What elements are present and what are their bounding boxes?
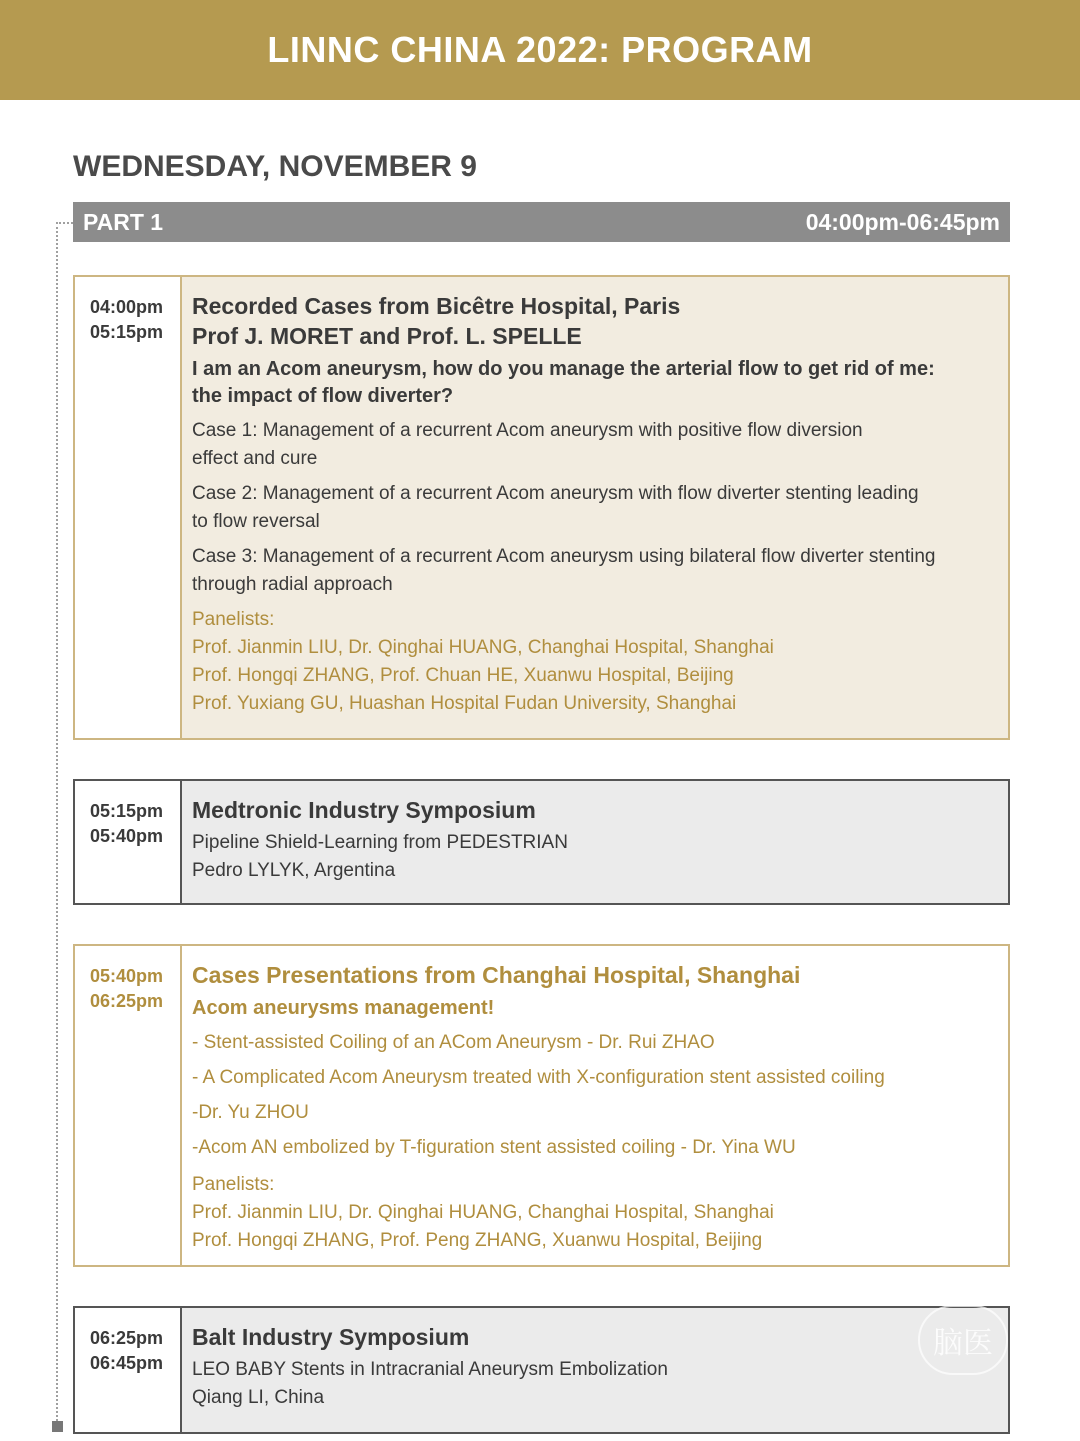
watermark-text: 脑医 [933,1327,993,1360]
session-title: Cases Presentations from Changhai Hospital, Shanghai [192,962,801,988]
session-content [182,946,1008,1265]
panelists-label: Panelists: [192,1174,275,1195]
session-subtitle: Acom aneurysms management! [192,997,495,1019]
timeline-end-marker [52,1421,63,1432]
session-start: 05:40pm [90,966,164,986]
session-time [75,781,182,903]
panelist-line: Prof. Yuxiang GU, Huashan Hospital Fudan University, Shanghai [192,693,737,714]
session-start: 06:25pm [90,1328,164,1348]
session-start: 04:00pm [90,297,164,317]
presentation-item: - A Complicated Acom Aneurysm treated with X-configuration stent assisted coiling [192,1067,885,1088]
session-balt-symposium [73,1306,1010,1434]
part-label: PART 1 [83,208,164,235]
day-title: WEDNESDAY, NOVEMBER 9 [73,150,477,183]
case-item: Case 1: Management of a recurrent Acom aneurysm with positive flow diversion effect and cure [192,420,863,469]
presentation-item: - Stent-assisted Coiling of an ACom Aneurysm - Dr. Rui ZHAO [192,1032,715,1053]
session-end: 05:40pm [90,826,164,846]
page-header [0,0,1080,100]
session-start: 05:15pm [90,801,164,821]
panelist-line: Prof. Jianmin LIU, Dr. Qinghai HUANG, Changhai Hospital, Shanghai [192,637,774,658]
watermark-logo [918,1305,1008,1375]
session-details: Pipeline Shield-Learning from PEDESTRIAN Pedro LYLYK, Argentina [192,832,568,881]
session-recorded-cases [73,275,1010,740]
session-subtitle-line1: I am an Acom aneurysm, how do you manage the arterial flow to get rid of me: [192,358,935,380]
session-time [75,277,182,738]
session-time [75,946,182,1265]
session-title: Balt Industry Symposium [192,1324,470,1350]
panelist-line: Prof. Hongqi ZHANG, Prof. Chuan HE, Xuanwu Hospital, Beijing [192,665,734,686]
part-bar [73,202,1010,242]
timeline-line [56,222,59,1425]
session-end: 06:45pm [90,1353,164,1373]
timeline-hook [56,222,73,224]
case-item: Case 2: Management of a recurrent Acom aneurysm with flow diverter stenting leading to flow reversal [192,483,919,532]
panelists-block [192,1171,994,1255]
panelist-line: Prof. Jianmin LIU, Dr. Qinghai HUANG, Changhai Hospital, Shanghai [192,1202,774,1223]
presentation-item: -Dr. Yu ZHOU [192,1102,309,1123]
session-time [75,1308,182,1432]
session-speakers: Prof J. MORET and Prof. L. SPELLE [192,323,582,349]
session-title: Recorded Cases from Bicêtre Hospital, Paris [192,293,681,319]
session-content [182,1308,1008,1432]
session-end: 05:15pm [90,322,164,342]
session-medtronic-symposium [73,779,1010,905]
session-details: LEO BABY Stents in Intracranial Aneurysm Embolization Qiang LI, China [192,1359,668,1408]
session-content [182,277,1008,738]
panelists-block [192,606,994,718]
part-time: 04:00pm-06:45pm [805,208,1000,235]
session-subtitle-line2: the impact of flow diverter? [192,385,454,407]
presentation-item: -Acom AN embolized by T-figuration stent assisted coiling - Dr. Yina WU [192,1137,796,1158]
session-content [182,781,1008,903]
panelists-label: Panelists: [192,609,275,630]
panelist-line: Prof. Hongqi ZHANG, Prof. Peng ZHANG, Xuanwu Hospital, Beijing [192,1230,763,1251]
session-end: 06:25pm [90,991,164,1011]
session-changhai-cases [73,944,1010,1267]
session-title: Medtronic Industry Symposium [192,797,536,823]
header-title: LINNC CHINA 2022: PROGRAM [267,29,813,70]
case-item: Case 3: Management of a recurrent Acom aneurysm using bilateral flow diverter stenting through radial approach [192,546,936,595]
